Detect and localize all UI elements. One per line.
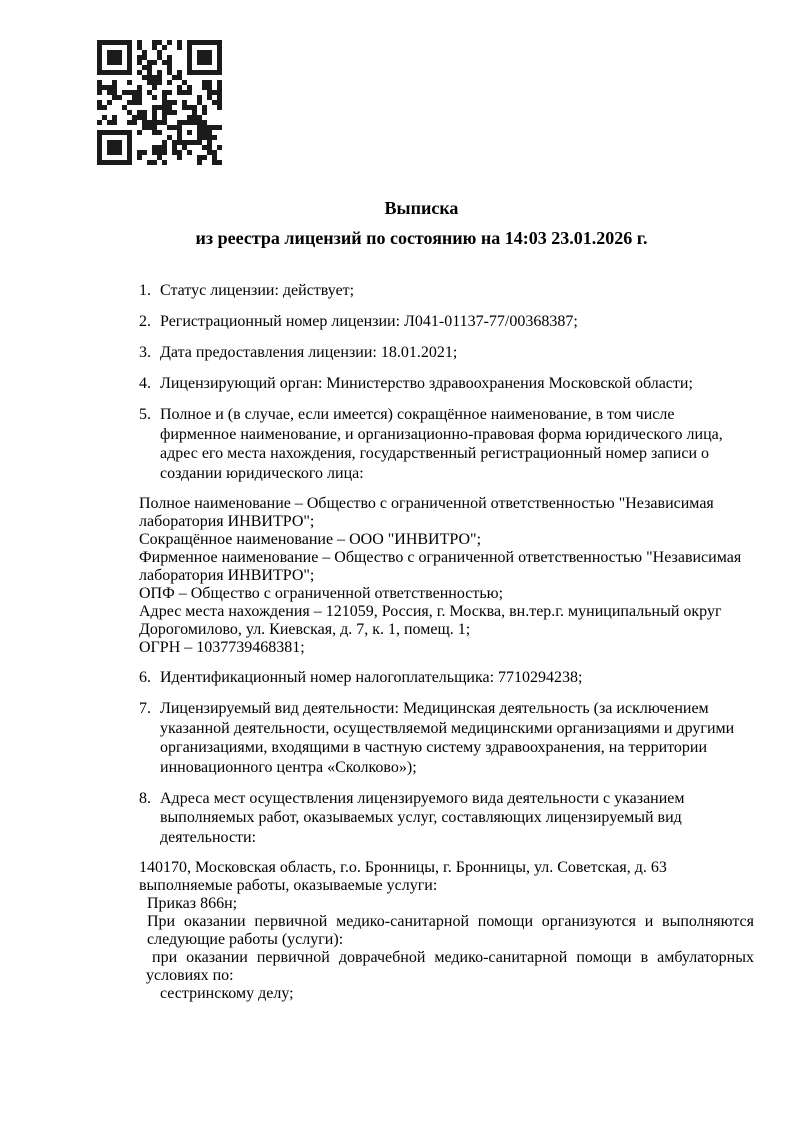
item-text: Полное и (в случае, если имеется) сокращённое наименование, в том числе фирменное наименование, и организационно-правовая форма юридического лица, адрес его места нахождения, государственный регистрационный номер записи о создании юридического лица:: [160, 406, 723, 482]
item-number: 1.: [139, 282, 151, 299]
license-item-addresses-heading: [139, 789, 754, 848]
license-item-names-heading: [139, 405, 754, 483]
item-text: Идентификационный номер налогоплательщика: 7710294238;: [160, 669, 583, 686]
document-content: [139, 0, 754, 1014]
item-text: Адреса мест осуществления лицензируемого вида деятельности с указанием выполняемых работ, оказываемых услуг, составляющих лицензируемый вид деятельности:: [160, 789, 685, 846]
document-title: [139, 193, 704, 253]
title-line-1: Выписка: [384, 198, 459, 218]
item-number: 4.: [139, 375, 151, 392]
order-reference: Приказ 866н;: [147, 894, 238, 912]
item-text: Лицензирующий орган: Министерство здравоохранения Московской области;: [160, 375, 693, 392]
license-item-status: [139, 281, 754, 301]
item-number: 2.: [139, 313, 151, 330]
org-short-name: Сокращённое наименование – ООО "ИНВИТРО";: [139, 530, 482, 548]
service-item: сестринскому делу;: [160, 984, 294, 1002]
item-number: 7.: [139, 700, 151, 717]
item-text: Дата предоставления лицензии: 18.01.2021;: [160, 344, 458, 361]
activity-address: 140170, Московская область, г.о. Бронницы, г. Бронницы, ул. Советская, д. 63: [139, 858, 667, 876]
license-item-activity-type: [139, 699, 754, 777]
org-full-name: Полное наименование – Общество с ограниченной ответственностью "Независимая лаборатория ИНВИТРО";: [139, 494, 714, 530]
org-address: Адрес места нахождения – 121059, Россия, г. Москва, вн.тер.г. муниципальный округ Дорогомилово, ул. Киевская, д. 7, к. 1, помещ. 1;: [139, 602, 722, 638]
item-number: 3.: [139, 344, 151, 361]
org-opf: ОПФ – Общество с ограниченной ответственностью;: [139, 584, 504, 602]
org-brand-name: Фирменное наименование – Общество с ограниченной ответственностью "Независимая лаборатория ИНВИТРО";: [139, 548, 742, 584]
organization-block: [139, 495, 754, 657]
works-intro: выполняемые работы, оказываемые услуги:: [139, 876, 438, 894]
item-text: Лицензируемый вид деятельности: Медицинская деятельность (за исключением указанной деятельности, осуществляемой медицинскими организациями и другими организациями, входящими в частную систему здравоохранения, на территории инновационного центра «Сколково»);: [160, 700, 735, 776]
pre-medical-paragraph: при оказании первичной доврачебной медико-санитарной помощи в амбулаторных условиях по:: [146, 948, 754, 984]
org-ogrn: ОГРН – 1037739468381;: [139, 638, 305, 656]
license-item-inn: [139, 668, 754, 688]
activity-block: [139, 859, 754, 1003]
title-line-2: из реестра лицензий по состоянию на 14:03 23.01.2026 г.: [195, 228, 648, 248]
license-item-reg-number: [139, 312, 754, 332]
license-item-authority: [139, 374, 754, 394]
item-number: 6.: [139, 669, 151, 686]
license-item-grant-date: [139, 343, 754, 363]
item-number: 8.: [139, 789, 151, 807]
primary-care-paragraph: При оказании первичной медико-санитарной помощи организуются и выполняются следующие работы (услуги):: [147, 912, 754, 948]
item-number: 5.: [139, 406, 151, 423]
item-text: Статус лицензии: действует;: [160, 282, 355, 299]
item-text: Регистрационный номер лицензии: Л041-01137-77/00368387;: [160, 313, 578, 330]
